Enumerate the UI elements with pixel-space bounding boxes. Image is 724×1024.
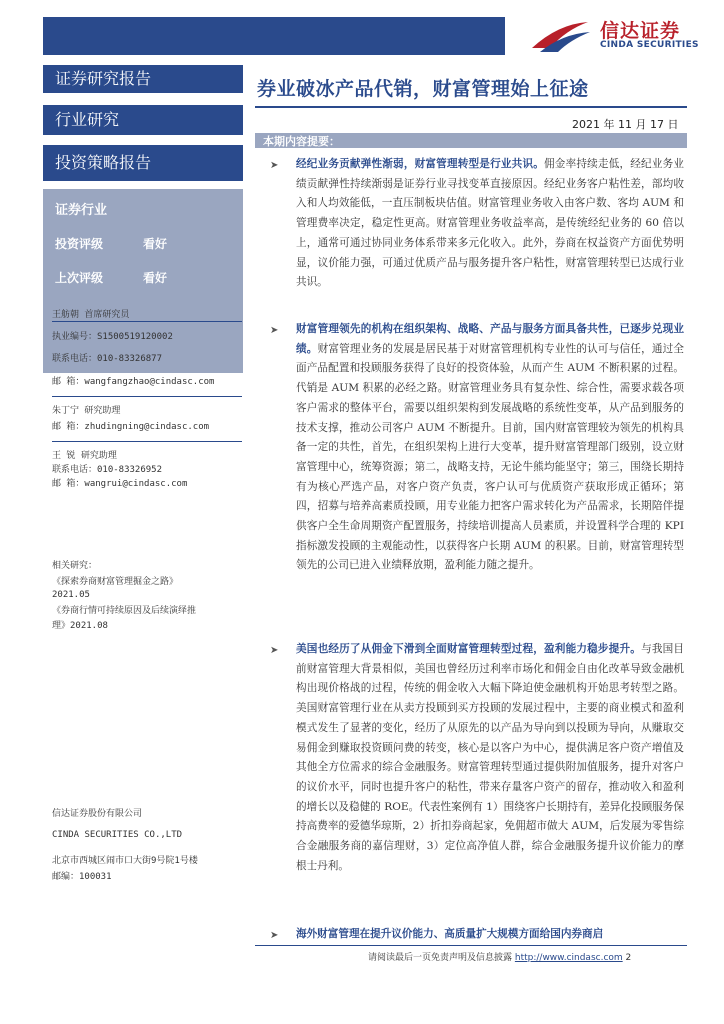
- title-rule: [255, 106, 687, 108]
- company-cn: 信达证券股份有限公司: [52, 809, 143, 819]
- prev-rating-label: 上次评级: [55, 271, 104, 285]
- paragraph-lead: 经纪业务贡献弹性渐弱，财富管理转型是行业共识。: [296, 158, 545, 170]
- page-number: 2: [625, 953, 632, 963]
- header-bar: [43, 17, 505, 55]
- footer-link[interactable]: http://www.cindasc.com: [514, 953, 623, 963]
- page-title: 券业破冰产品代销，财富管理始上征途: [257, 78, 589, 100]
- analyst-1-email[interactable]: 邮 箱：wangfangzhao@cindasc.com: [52, 377, 215, 387]
- paragraph-lead: 美国也经历了从佣金下滑到全面财富管理转型过程，盈利能力稳步提升。: [296, 643, 642, 655]
- footer-text: 请阅读最后一页免责声明及信息披露: [368, 953, 515, 963]
- paragraph: [296, 320, 684, 576]
- company-address: 北京市西城区闹市口大街9号院1号楼: [52, 856, 198, 866]
- divider: [52, 321, 242, 322]
- paragraph-lead: 财富管理领先的机构在组织架构、战略、产品与服务方面具备共性，已逐步兑现业绩。: [296, 323, 684, 355]
- rating-panel: [43, 189, 243, 373]
- bullet-arrow-icon: ➤: [270, 930, 279, 941]
- analyst-3-name: 王 锐 研究助理: [52, 451, 117, 461]
- logo-en-text: CINDA SECURITIES: [600, 40, 699, 50]
- analyst-1-name: 王舫朝 首席研究员: [52, 310, 130, 320]
- company-postcode: 邮编：100031: [52, 872, 112, 882]
- divider: [52, 396, 242, 397]
- related-item: 理》2021.08: [52, 621, 108, 631]
- company-en: CINDA SECURITIES CO.,LTD: [52, 830, 183, 840]
- footer-rule: [255, 945, 687, 946]
- footer: [368, 950, 631, 963]
- bullet-arrow-icon: ➤: [270, 160, 279, 171]
- report-kind: 投资策略报告: [43, 145, 243, 181]
- report-date: 2021 年 11 月 17 日: [572, 118, 679, 131]
- paragraph-body: 财富管理业务的发展是居民基于对财富管理机构专业性的认可与信任，通过全面产品配置和投顾服务获得了良好的投资体验，从而产生 AUM 不断积累的过程。代销是 AUM 积累的必经之路。财富管理业务具有复杂性、综合性，需要求载各项客户需求的整体平台，需要以组织架构到发展战略的系统性变革，从产品到服务的技术支撑，推动公司客户 AUM 不断提升。目前，国内财富管理较为领先的机构具备一定的共性，首先，在组织架构上进行大变革，提升财富管理部门级别，设立财富管理中心，统筹资源；第二，战略支持，无论牛熊均能坚守；第三，围绕长期持有为核心严选产品，对客户资产负责，客户认可与优质资产获取形成正循环；第四，招募与培养高素质投顾，用专业能力把客户需求转化为产品需求，长期陪伴提供客户全生命周期资产配置服务，持续培训提高人员素质，并设置科学合理的 KPI 指标激发投顾的主观能动性，以获得客户长期 AUM 的积累。目前，财富管理转型领先的公司已进入业绩释放期，盈利能力随之提升。: [296, 342, 685, 572]
- bullet-arrow-icon: ➤: [270, 325, 279, 336]
- paragraph-body: 与我国目前财富管理大背景相似，美国也曾经历过利率市场化和佣金自由化改革导致金融机构出现价格战的过程，传统的佣金收入大幅下降迫使金融机构开始思考转型之路。美国财富管理行业在从卖方投顾到买方投顾的发展过程中，主要的商业模式和盈利模式发生了显著的变化，经历了从原先的以产品为导向到以投顾为导向，从赚取交易佣金到赚取投资顾问费的转变，核心是以客户为中心，提供满足客户资产增值及其他全方位需求的综合金融服务。财富管理转型通过提供附加值服务，提升对客户的议价水平，同时也提升客户的粘性，带来存量客户资产的留存，推动收入和盈利的增长以及稳健的 ROE。代表性案例有 1）围绕客户长期持有，差异化投顾服务保持高费率的爱德华琼斯，2）折扣券商起家，免佣超市做大 AUM，后发展为零售综合金融服务商的嘉信理财，3）定位高净值人群，综合金融服务提升议价能力的摩根士丹利。: [296, 643, 685, 872]
- related-item: 2021.05: [52, 590, 90, 600]
- related-item: 《探索券商财富管理掘金之路》: [52, 577, 179, 587]
- paragraph: [296, 155, 684, 293]
- related-item: 《券商行情可持续原因及后续演绎推: [52, 606, 197, 616]
- analyst-3-email[interactable]: 邮 箱：wangrui@cindasc.com: [52, 479, 188, 489]
- paragraph-lead: 海外财富管理在提升议价能力、高质量扩大规模方面给国内券商启: [296, 928, 604, 940]
- analyst-1-phone: 联系电话：010-83326877: [52, 354, 163, 364]
- paragraph: [296, 640, 684, 876]
- summary-header-text: 本期内容提要：: [263, 135, 340, 148]
- related-label: 相关研究：: [52, 561, 98, 571]
- divider: [52, 441, 242, 442]
- logo-swoosh-icon: [530, 18, 592, 54]
- paragraph: [296, 925, 684, 944]
- paragraph-body: 佣金率持续走低，经纪业务业绩贡献弹性持续渐弱是证券行业寻找变革直接原因。经纪业务客户粘性差，部均收入和人均效能低，一直压制板块估值。财富管理业务收入由客户数、客均 AUM 和管理费率决定，稳定性更高。财富管理业务收益率高，是传统经纪业务的 60 倍以上，通常可通过协同业务体系带来多元化收入。此外，券商在权益资产方面优势明显，议价能力强，可通过优质产品与服务提升客户粘性，财富管理转型已达成行业共识。: [296, 158, 685, 289]
- analyst-3-phone: 联系电话：010-83326952: [52, 465, 163, 475]
- bullet-arrow-icon: ➤: [270, 645, 279, 656]
- analyst-2-name: 朱丁宁 研究助理: [52, 406, 121, 416]
- logo-cn-text: 信达证券: [600, 20, 681, 42]
- research-type: 行业研究: [43, 105, 243, 135]
- industry-label: 证券行业: [55, 203, 108, 218]
- summary-header: [255, 133, 687, 148]
- prev-rating-value: 看好: [143, 271, 168, 285]
- rating-value: 看好: [143, 237, 168, 251]
- analyst-2-email[interactable]: 邮 箱：zhudingning@cindasc.com: [52, 422, 210, 432]
- report-type: 证券研究报告: [43, 65, 243, 93]
- rating-label: 投资评级: [55, 237, 104, 251]
- analyst-1-id: 执业编号：S1500519120002: [52, 332, 173, 342]
